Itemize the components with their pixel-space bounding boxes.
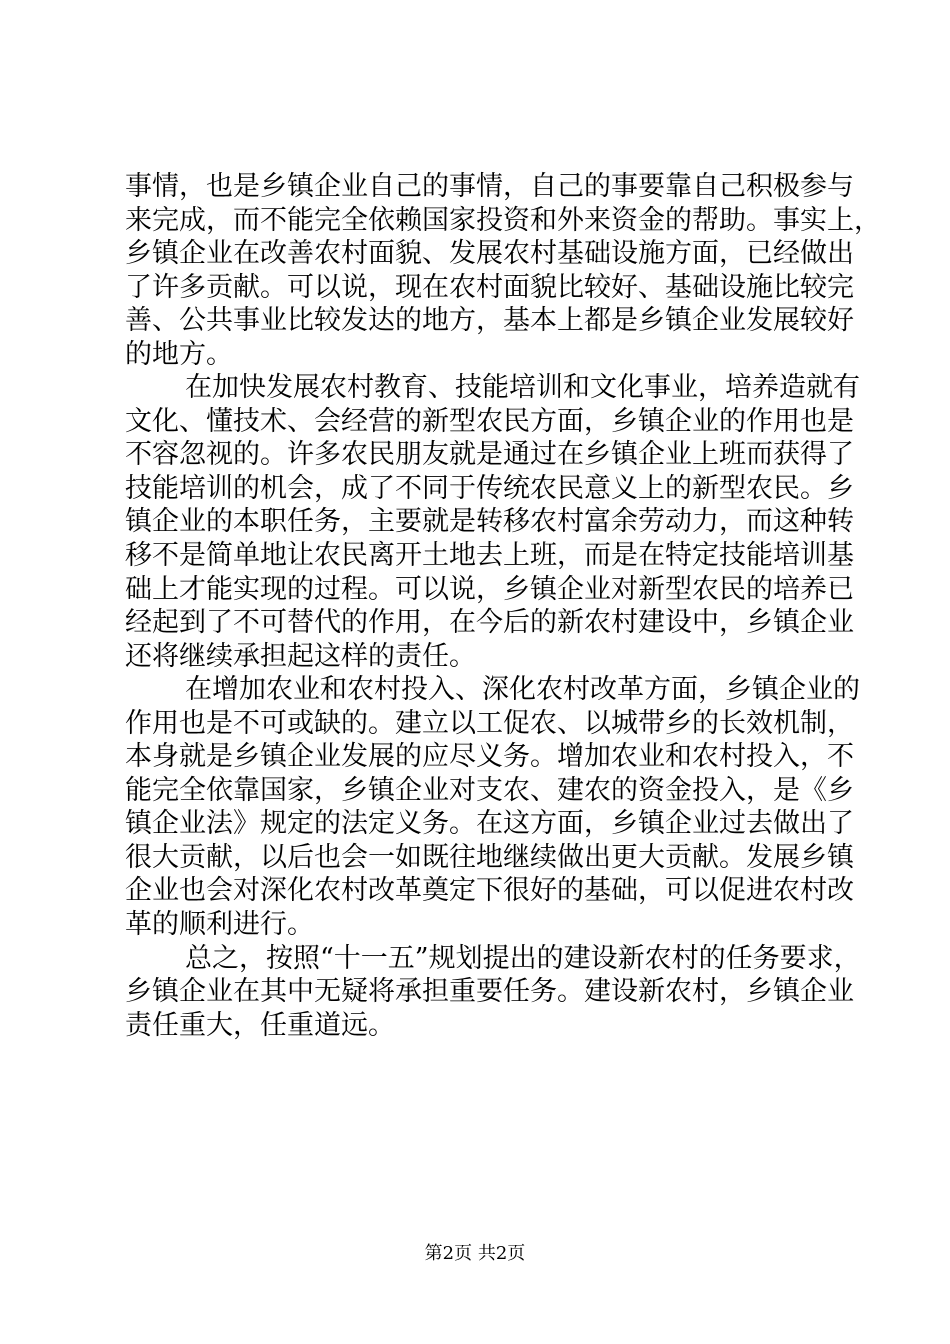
text-line: 文化、懂技术、会经营的新型农民方面，乡镇企业的作用也是: [125, 405, 854, 437]
text-line: 了许多贡献。可以说，现在农村面貌比较好、基础设施比较完: [125, 271, 854, 303]
text-line: 移不是简单地让农民离开土地去上班，而是在特定技能培训基: [125, 540, 854, 572]
text-line: 乡镇企业在其中无疑将承担重要任务。建设新农村，乡镇企业: [125, 976, 854, 1008]
text-line: 能完全依靠国家，乡镇企业对支农、建农的资金投入，是《乡: [125, 774, 854, 806]
text-line: 作用也是不可或缺的。建立以工促农、以城带乡的长效机制，: [125, 707, 854, 739]
page-number-label: 第2页 共2页: [424, 1243, 526, 1264]
text-line: 来完成，而不能完全依赖国家投资和外来资金的帮助。事实上，: [125, 204, 881, 236]
text-line: 企业也会对深化农村改革奠定下很好的基础，可以促进农村改: [125, 875, 854, 907]
text-line: 本身就是乡镇企业发展的应尽义务。增加农业和农村投入，不: [125, 741, 854, 773]
text-line: 总之，按照“十一五”规划提出的建设新农村的任务要求，: [185, 942, 861, 974]
text-line: 乡镇企业在改善农村面貌、发展农村基础设施方面，已经做出: [125, 238, 854, 270]
page-footer: [0, 1242, 950, 1266]
text-line: 善、公共事业比较发达的地方，基本上都是乡镇企业发展较好: [125, 305, 854, 337]
text-line: 责任重大，任重道远。: [125, 1009, 395, 1041]
text-line: 镇企业的本职任务，主要就是转移农村富余劳动力，而这种转: [125, 506, 854, 538]
text-line: 经起到了不可替代的作用，在今后的新农村建设中，乡镇企业: [125, 607, 854, 639]
text-line: 事情，也是乡镇企业自己的事情，自己的事要靠自己积极参与: [125, 171, 854, 202]
text-line: 很大贡献，以后也会一如既往地继续做出更大贡献。发展乡镇: [125, 841, 854, 873]
text-line: 础上才能实现的过程。可以说，乡镇企业对新型农民的培养已: [125, 573, 854, 605]
text-line: 还将继续承担起这样的责任。: [125, 640, 476, 672]
text-line: 革的顺利进行。: [125, 909, 314, 941]
text-line: 技能培训的机会，成了不同于传统农民意义上的新型农民。乡: [125, 472, 854, 504]
text-line: 镇企业法》规定的法定义务。在这方面，乡镇企业过去做出了: [125, 808, 854, 840]
text-line: 在加快发展农村教育、技能培训和文化事业，培养造就有: [185, 372, 860, 404]
text-line: 的地方。: [125, 338, 233, 370]
body-text: [125, 170, 881, 1042]
text-line: 在增加农业和农村投入、深化农村改革方面，乡镇企业的: [185, 674, 860, 706]
text-line: 不容忽视的。许多农民朋友就是通过在乡镇企业上班而获得了: [125, 439, 854, 471]
